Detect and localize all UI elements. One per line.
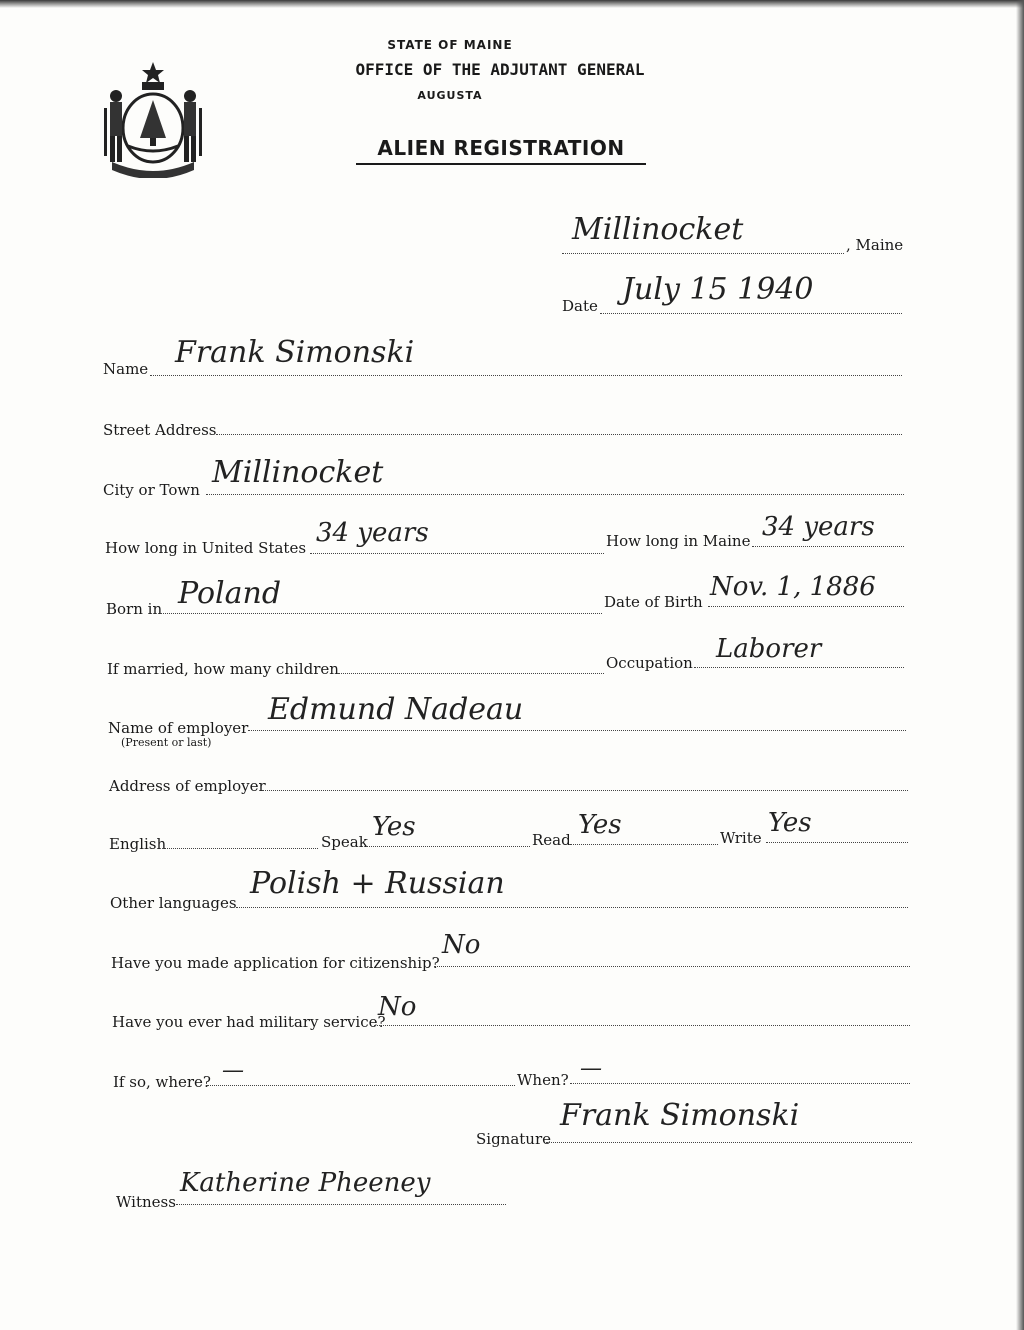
speak-value: Yes [372,812,416,842]
header-state: STATE OF MAINE [387,38,513,52]
other-languages-line [236,907,908,908]
city-label: City or Town [103,481,200,499]
employer-address-line [262,790,908,791]
read-value: Yes [578,810,622,840]
occupation-line [694,667,904,668]
name-line [150,375,902,376]
location-line [562,253,844,254]
signature-label: Signature [476,1130,552,1148]
citizenship-value: No [442,930,481,960]
date-line [600,313,902,314]
where-line [207,1085,515,1086]
header-city: AUGUSTA [417,89,483,102]
name-label: Name [103,360,149,378]
children-label: If married, how many children [107,660,339,678]
other-languages-value: Polish + Russian [250,866,505,901]
how-long-maine-value: 34 years [762,512,875,542]
english-label: English [109,835,167,853]
where-value: — [222,1058,244,1083]
citizenship-label: Have you made application for citizenship? [111,954,440,972]
children-line [338,673,604,674]
speak-line [366,846,530,847]
occupation-value: Laborer [716,634,822,664]
born-in-line [160,613,602,614]
military-label: Have you ever had military service? [112,1013,386,1031]
employer-label: Name of employer [108,719,249,737]
signature-value: Frank Simonski [560,1098,800,1133]
write-value: Yes [768,808,812,838]
read-line [570,844,718,845]
employer-value: Edmund Nadeau [268,692,524,727]
city-line [206,494,904,495]
state-seal-icon [98,58,208,178]
signature-line [546,1142,912,1143]
read-label: Read [532,831,571,849]
military-value: No [378,992,417,1022]
date-label: Date [562,297,598,315]
write-label: Write [720,829,762,847]
name-value: Frank Simonski [175,335,415,370]
how-long-us-value: 34 years [316,518,429,548]
other-languages-label: Other languages [110,894,237,912]
date-value: July 15 1940 [622,272,814,307]
when-line [570,1083,910,1084]
occupation-label: Occupation [606,654,693,672]
how-long-maine-line [752,546,904,547]
date-of-birth-value: Nov. 1, 1886 [710,572,876,602]
street-address-label: Street Address [103,421,217,439]
english-line [163,848,318,849]
when-value: — [580,1056,602,1081]
speak-label: Speak [321,833,368,851]
city-value: Millinocket [212,455,384,490]
employer-sublabel: (Present or last) [121,736,212,749]
how-long-maine-label: How long in Maine [606,532,751,550]
witness-value: Katherine Pheeney [180,1168,431,1198]
scan-edge-top [0,0,1024,8]
witness-line [176,1204,506,1205]
location-value: Millinocket [572,212,744,247]
street-address-line [216,434,902,435]
how-long-us-line [310,553,604,554]
born-in-value: Poland [178,576,282,611]
military-line [374,1025,910,1026]
employer-line [248,730,906,731]
employer-address-label: Address of employer [109,777,266,795]
born-in-label: Born in [106,600,163,618]
write-line [766,842,908,843]
how-long-us-label: How long in United States [105,539,307,557]
where-label: If so, where? [113,1073,211,1091]
witness-label: Witness [116,1193,176,1211]
citizenship-line [434,966,910,967]
date-of-birth-label: Date of Birth [604,593,703,611]
header-office: OFFICE OF THE ADJUTANT GENERAL [355,60,645,79]
date-of-birth-line [708,606,904,607]
location-suffix: , Maine [846,236,904,254]
form-title: ALIEN REGISTRATION [356,136,646,165]
scan-edge-right [1016,0,1024,1330]
when-label: When? [517,1071,569,1089]
